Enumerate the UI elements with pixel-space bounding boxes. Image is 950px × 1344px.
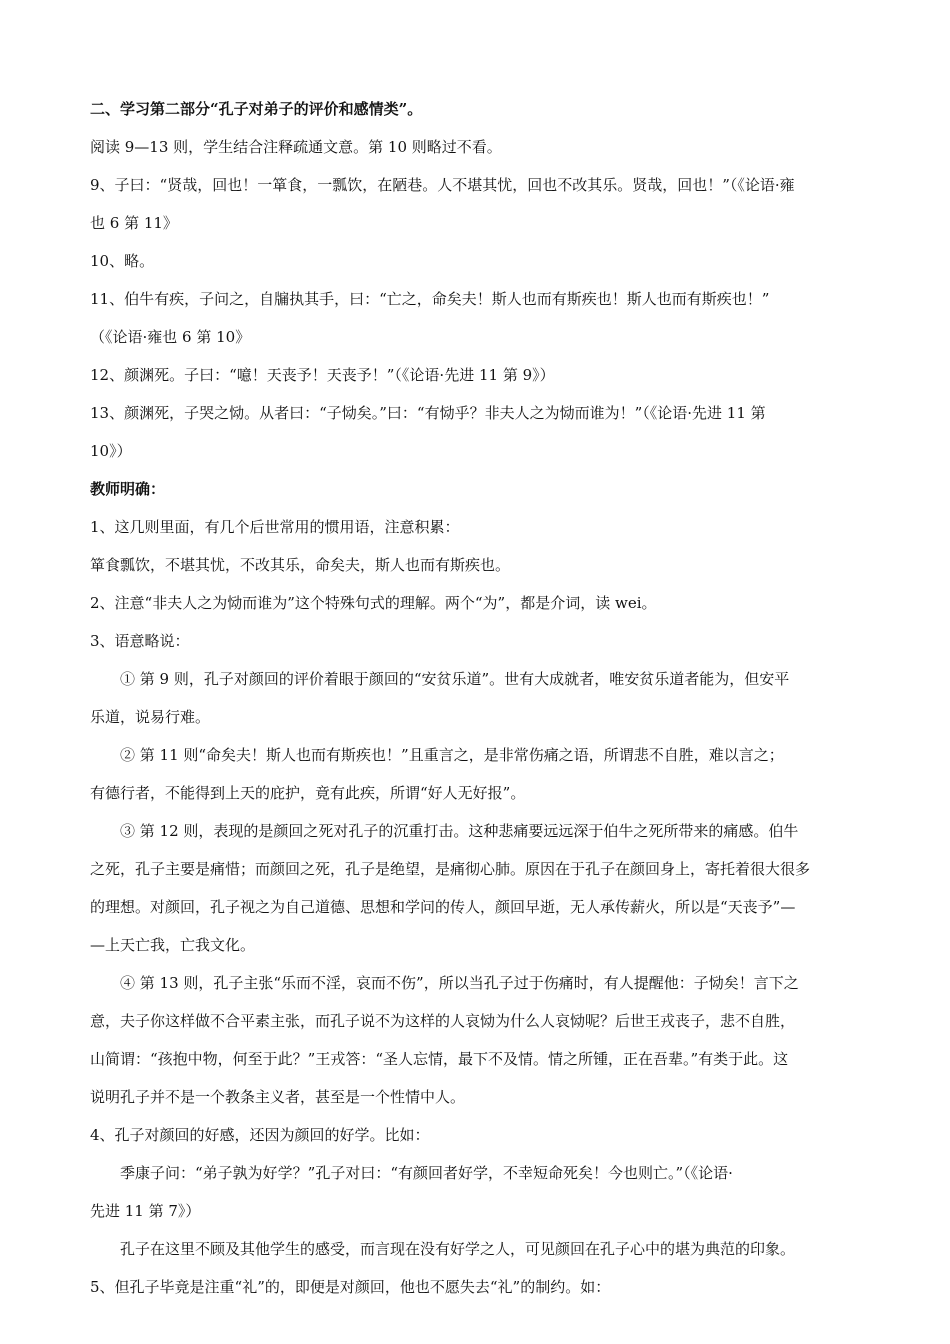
- text-line: 10》）: [90, 442, 132, 460]
- text-line: 也 6 第 11》: [90, 214, 178, 232]
- text-line: —上天亡我，亡我文化。: [90, 936, 256, 954]
- text-line: （《论语·雍也 6 第 10》: [90, 328, 251, 346]
- text-line: 孔子在这里不顾及其他学生的感受，而言现在没有好学之人，可见颜回在孔子心中的堪为典范的印象。: [120, 1240, 796, 1258]
- text-line: 箪食瓢饮，不堪其忧，不改其乐，命矣夫，斯人也而有斯疾也。: [90, 556, 511, 574]
- text-line: 有德行者，不能得到上天的庇护，竟有此疾，所谓“好人无好报”。: [90, 784, 526, 802]
- text-line: 季康子问：“弟子孰为好学？”孔子对曰：“有颜回者好学，不幸短命死矣！今也则亡。”（《论语·: [120, 1164, 733, 1182]
- text-line: ① 第 9 则，孔子对颜回的评价着眼于颜回的“安贫乐道”。世有大成就者，唯安贫乐道者能为，但安平: [120, 670, 790, 688]
- text-line: 4、孔子对颜回的好感，还因为颜回的好学。比如：: [90, 1126, 430, 1144]
- text-line: 的理想。对颜回，孔子视之为自己道德、思想和学问的传人，颜回早逝，无人承传薪火，所以是“天丧予”—: [90, 898, 796, 916]
- section-heading: 二、学习第二部分“孔子对弟子的评价和感情类”。: [90, 100, 423, 118]
- text-line: ② 第 11 则“命矣夫！斯人也而有斯疾也！”且重言之，是非常伤痛之语，所谓悲不自胜，难以言之；: [120, 746, 784, 764]
- text-line: 2、注意“非夫人之为恸而谁为”这个特殊句式的理解。两个“为”，都是介词，读 wei。: [90, 594, 657, 612]
- text-line: 11、伯牛有疾，子问之，自牖执其手，曰：“亡之，命矣夫！斯人也而有斯疾也！斯人也而有斯疾也！”: [90, 290, 770, 308]
- text-line: 阅读 9—13 则，学生结合注释疏通文意。第 10 则略过不看。: [90, 138, 502, 156]
- document-body: [90, 90, 862, 1306]
- text-line: 乐道，说易行难。: [90, 708, 211, 726]
- text-line: 1、这几则里面，有几个后世常用的惯用语，注意积累：: [90, 518, 460, 536]
- text-line: 说明孔子并不是一个教条主义者，甚至是一个性情中人。: [90, 1088, 466, 1106]
- text-line: 13、颜渊死，子哭之恸。从者曰：“子恸矣。”曰：“有恸乎？非夫人之为恸而谁为！”（《论语·先进 11 第: [90, 404, 766, 422]
- section-heading: 教师明确：: [90, 480, 166, 498]
- text-line: ④ 第 13 则，孔子主张“乐而不淫，哀而不伤”，所以当孔子过于伤痛时，有人提醒他：子恸矣！言下之: [120, 974, 799, 992]
- text-line: 3、语意略说：: [90, 632, 190, 650]
- text-line: 先进 11 第 7》）: [90, 1202, 201, 1220]
- text-line: 之死，孔子主要是痛惜；而颜回之死，孔子是绝望，是痛彻心肺。原因在于孔子在颜回身上，寄托着很大很多: [90, 860, 811, 878]
- text-line: 5、但孔子毕竟是注重“礼”的，即便是对颜回，他也不愿失去“礼”的制约。如：: [90, 1278, 611, 1296]
- text-line: 意，夫子你这样做不合平素主张，而孔子说不为这样的人哀恸为什么人哀恸呢？后世王戎丧子，悲不自胜，: [90, 1012, 796, 1030]
- text-line: 9、子曰：“贤哉，回也！一箪食，一瓢饮，在陋巷。人不堪其忧，回也不改其乐。贤哉，回也！”（《论语·雍: [90, 176, 795, 194]
- text-line: 山简谓：“孩抱中物，何至于此？”王戎答：“圣人忘情，最下不及情。情之所锺，正在吾辈。”有类于此。这: [90, 1050, 789, 1068]
- text-line: ③ 第 12 则，表现的是颜回之死对孔子的沉重打击。这种悲痛要远远深于伯牛之死所带来的痛感。伯牛: [120, 822, 799, 840]
- text-line: 10、略。: [90, 252, 155, 270]
- text-line: 12、颜渊死。子曰：“噫！天丧予！天丧予！”（《论语·先进 11 第 9》）: [90, 366, 555, 384]
